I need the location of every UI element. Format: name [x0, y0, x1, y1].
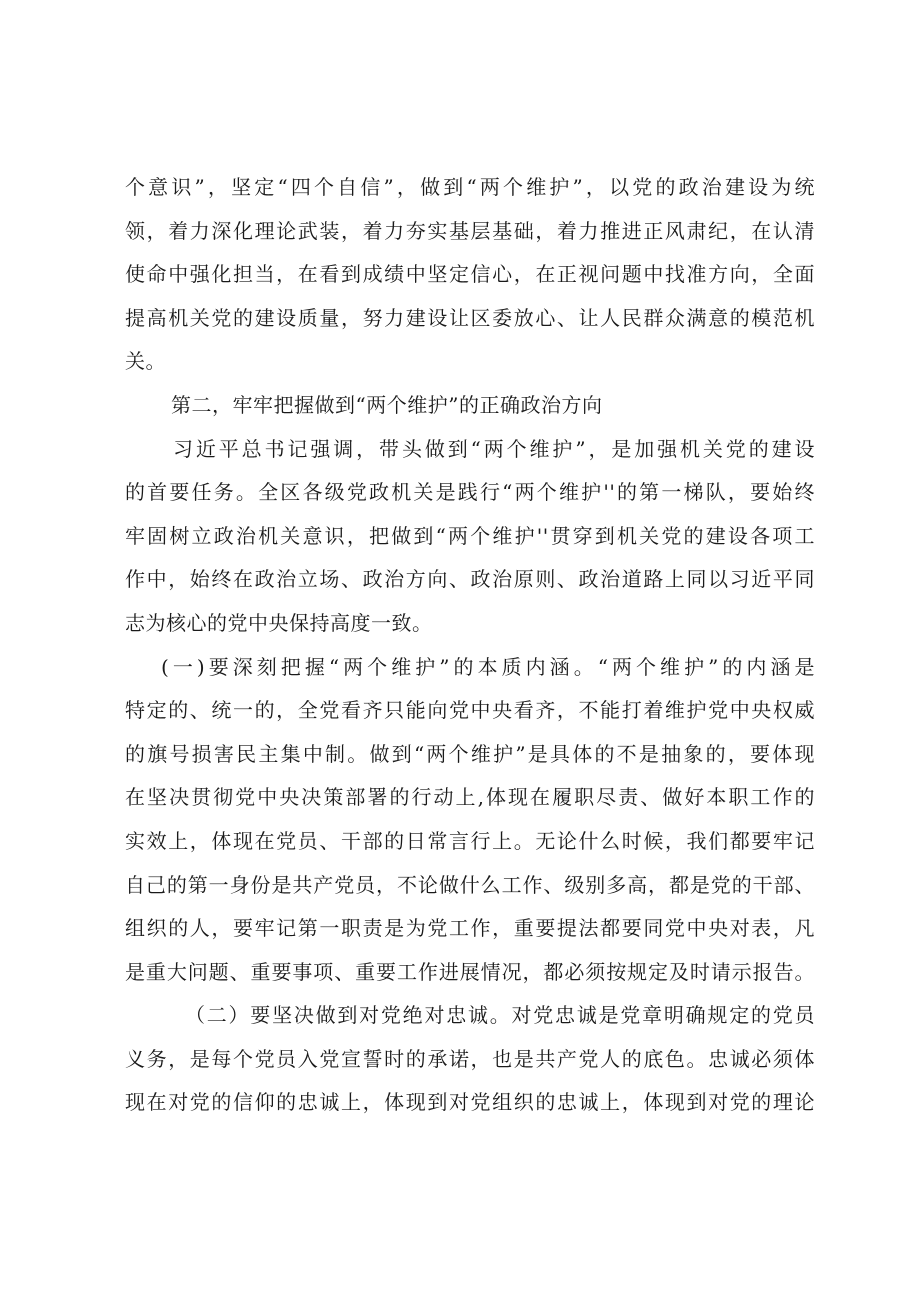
text-line: 组织的人，要牢记第一职责是为党工作，重要提法都要同党中央对表，凡: [125, 916, 815, 941]
text-line: 关。: [125, 349, 166, 374]
text-line: 志为核心的党中央保持高度一致。: [125, 610, 433, 635]
text-line: 习近平总书记强调，带头做到“两个维护”，是加强机关党的建设: [173, 436, 815, 461]
section-heading: 第二，牢牢把握做到“两个维护”的正确政治方向: [171, 392, 603, 417]
text-line: 的首要任务。全区各级党政机关是践行“两个维护''的第一梯队，要始终: [125, 480, 815, 505]
text-line: 领，着力深化理论武装，着力夯实基层基础，着力推进正风肃纪，在认清: [125, 218, 815, 243]
text-line: 提高机关党的建设质量，努力建设让区委放心、让人民群众满意的模范机: [125, 305, 815, 330]
text-line: 现在对党的信仰的忠诚上，体现到对党组织的忠诚上，体现到对党的理论: [125, 1090, 815, 1115]
text-line: 自己的第一身份是共产党员，不论做什么工作、级别多高，都是党的干部、: [125, 872, 815, 897]
text-line: 是重大问题、重要事项、重要工作进展情况，都必须按规定及时请示报告。: [125, 959, 815, 984]
text-line: 使命中强化担当，在看到成绩中坚定信心，在正视问题中找准方向，全面: [125, 262, 815, 287]
text-line: 特定的、统一的，全党看齐只能向党中央看齐，不能打着维护党中央权威: [125, 698, 815, 723]
subsection-line: （二）要坚决做到对党绝对忠诚。对党忠诚是党章明确规定的党员: [185, 1003, 815, 1028]
document-body: [125, 166, 815, 1125]
text-line: 的旗号损害民主集中制。做到“两个维护”是具体的不是抽象的，要体现: [125, 741, 815, 766]
text-line: 在坚决贯彻党中央决策部署的行动上,体现在履职尽责、做好本职工作的: [125, 785, 815, 810]
text-line: 实效上，体现在党员、干部的日常言行上。无论什么时候，我们都要牢记: [125, 828, 815, 853]
text-line: 个意识”，坚定“四个自信”，做到“两个维护”，以党的政治建设为统: [125, 175, 815, 199]
text-line: 作中，始终在政治立场、政治方向、政治原则、政治道路上同以习近平同: [125, 567, 815, 592]
subsection-line: (一)要深刻把握“两个维护”的本质内涵。“两个维护”的内涵是: [161, 654, 815, 679]
text-line: 义务，是每个党员入党宣誓时的承诺，也是共产党人的底色。忠诚必须体: [125, 1046, 815, 1071]
text-line: 牢固树立政治机关意识，把做到“两个维护''贯穿到机关党的建设各项工: [125, 523, 815, 548]
